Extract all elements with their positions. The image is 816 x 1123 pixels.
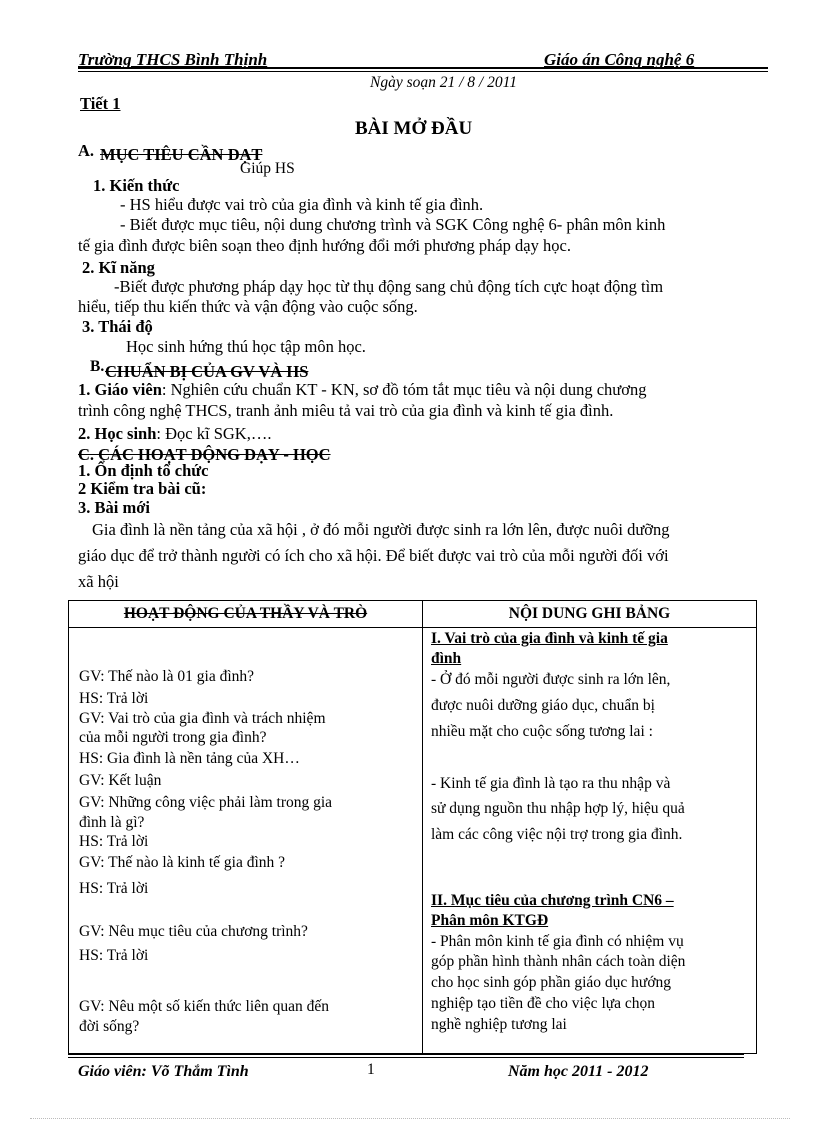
content-heading-1: I. Vai trò của gia đình và kinh tế gia — [431, 630, 668, 647]
skills-label: 2. Kĩ năng — [82, 258, 155, 277]
section-a-marker: A. — [78, 141, 95, 160]
step-1: 1. Ổn định tổ chức — [78, 461, 209, 480]
prep-date: Ngày soạn 21 / 8 / 2011 — [370, 74, 517, 91]
section-a-heading: MỤC TIÊU CẦN ĐẠT — [100, 145, 263, 164]
activity-line: GV: Nêu mục tiêu của chương trình? — [79, 923, 308, 940]
knowledge-line-2: - Biết được mục tiêu, nội dung chương trình và SGK Công nghệ 6- phân môn kinh — [120, 215, 666, 234]
teacher-prep-line-2: trình công nghệ THCS, tranh ảnh miêu tả vai trò của gia đình và kinh tế gia đình. — [78, 401, 614, 420]
school-name: Trường THCS Bình Thịnh — [78, 50, 268, 69]
step-3: 3. Bài mới — [78, 498, 150, 517]
activity-line: GV: Thế nào là 01 gia đình? — [79, 668, 255, 685]
lesson-plan-name: Giáo án Công nghệ 6 — [544, 50, 695, 69]
skills-line-1: -Biết được phương pháp dạy học từ thụ động sang chủ động tích cực hoạt động tìm — [114, 277, 664, 296]
header-rule — [78, 67, 768, 69]
content-heading-2: II. Mục tiêu của chương trình CN6 – — [431, 892, 674, 909]
content-line: - Phân môn kinh tế gia đình có nhiệm vụ — [431, 933, 684, 950]
content-line: làm các công việc nội trợ trong gia đình. — [431, 826, 683, 843]
intro-line-2: giáo dục để trở thành người có ích cho xã hội. Để biết được vai trò của mỗi người đối với — [78, 546, 669, 565]
activity-line: HS: Trả lời — [79, 833, 149, 850]
section-c-heading: C. CÁC HOẠT ĐỘNG DẠY - HỌC — [78, 445, 331, 464]
table-body-row — [69, 628, 757, 1054]
teacher-prep-text: : Nghiên cứu chuẩn KT - KN, sơ đồ tóm tắt mục tiêu và nội dung chương — [161, 380, 647, 399]
attitude-line-1: Học sinh hứng thú học tập môn học. — [126, 337, 366, 356]
activity-line: HS: Trả lời — [79, 880, 149, 897]
content-line: - Ở đó mỗi người được sinh ra lớn lên, — [431, 671, 671, 688]
activity-line: HS: Trả lời — [79, 690, 149, 707]
activity-line: HS: Trả lời — [79, 947, 149, 964]
page-number: 1 — [367, 1061, 375, 1078]
section-b-heading: CHUẨN BỊ CỦA GV VÀ HS — [105, 362, 309, 381]
knowledge-line-1: - HS hiểu được vai trò của gia đình và kinh tế gia đình. — [120, 195, 484, 214]
student-prep-label: 2. Học sinh — [78, 424, 157, 443]
activity-table — [68, 600, 757, 1054]
content-heading-2b: Phân môn KTGĐ — [431, 912, 549, 929]
student-prep — [78, 424, 271, 444]
content-line: nhiều mặt cho cuộc sống tương lai : — [431, 723, 653, 740]
content-line: nghiệp tạo tiền đề cho việc lựa chọn — [431, 995, 656, 1012]
content-line: cho học sinh góp phần giáo dục hướng — [431, 974, 672, 991]
footer-rule — [68, 1053, 744, 1055]
student-prep-text: : Đọc kĩ SGK,…. — [156, 424, 272, 443]
page-bottom-dots — [30, 1118, 790, 1119]
knowledge-label: 1. Kiến thức — [93, 176, 180, 195]
activity-line: HS: Gia đình là nền tảng của XH… — [79, 750, 300, 767]
teacher-prep — [78, 380, 646, 400]
skills-line-2: hiểu, tiếp thu kiến thức và vận động vào cuộc sống. — [78, 297, 418, 316]
footer-teacher: Giáo viên: Võ Thắm Tình — [78, 1063, 249, 1080]
section-a-intro: Giúp HS — [240, 160, 295, 177]
teacher-prep-label: 1. Giáo viên — [78, 380, 162, 399]
col-header-activities: HOẠT ĐỘNG CỦA THẦY VÀ TRÒ — [69, 601, 423, 628]
step-2: 2 Kiểm tra bài cũ: — [78, 479, 207, 498]
intro-line-3: xã hội — [78, 572, 119, 591]
section-b-marker: B. — [90, 358, 105, 375]
table-header-row — [69, 601, 757, 628]
footer-school-year: Năm học 2011 - 2012 — [508, 1063, 649, 1080]
intro-line-1: Gia đình là nền tảng của xã hội , ở đó mỗi người được sinh ra lớn lên, được nuôi dưỡng — [92, 520, 670, 539]
content-line: sử dụng nguồn thu nhập hợp lý, hiệu quả — [431, 800, 685, 817]
activity-line: GV: Thế nào là kinh tế gia đình ? — [79, 854, 286, 871]
content-line: nghề nghiệp tương lai — [431, 1016, 567, 1033]
header-rule-thin — [78, 71, 768, 72]
content-line: - Kinh tế gia đình là tạo ra thu nhập và — [431, 775, 671, 792]
activity-line: GV: Những công việc phải làm trong gia — [79, 794, 333, 811]
period-label: Tiết 1 — [80, 94, 121, 113]
activity-line: GV: Vai trò của gia đình và trách nhiệm — [79, 710, 326, 727]
lesson-title: BÀI MỞ ĐẦU — [355, 118, 473, 139]
col-header-content: NỘI DUNG GHI BẢNG — [423, 601, 757, 628]
content-cell — [423, 628, 757, 1054]
activity-line: của mỗi người trong gia đình? — [79, 729, 267, 746]
knowledge-line-3: tế gia đình được biên soạn theo định hướng đổi mới phương pháp dạy học. — [78, 236, 571, 255]
attitude-label: 3. Thái độ — [82, 317, 153, 336]
content-line: được nuôi dưỡng giáo dục, chuẩn bị — [431, 697, 655, 714]
content-heading-1b: đình — [431, 650, 462, 667]
activity-line: GV: Nêu một số kiến thức liên quan đến — [79, 998, 330, 1015]
content-line: góp phần hình thành nhân cách toàn diện — [431, 953, 686, 970]
footer-rule-thin — [68, 1057, 744, 1058]
activity-line: GV: Kết luận — [79, 772, 162, 789]
activity-line: đời sống? — [79, 1018, 140, 1035]
activities-cell — [69, 628, 423, 1054]
activity-line: đình là gì? — [79, 814, 145, 831]
